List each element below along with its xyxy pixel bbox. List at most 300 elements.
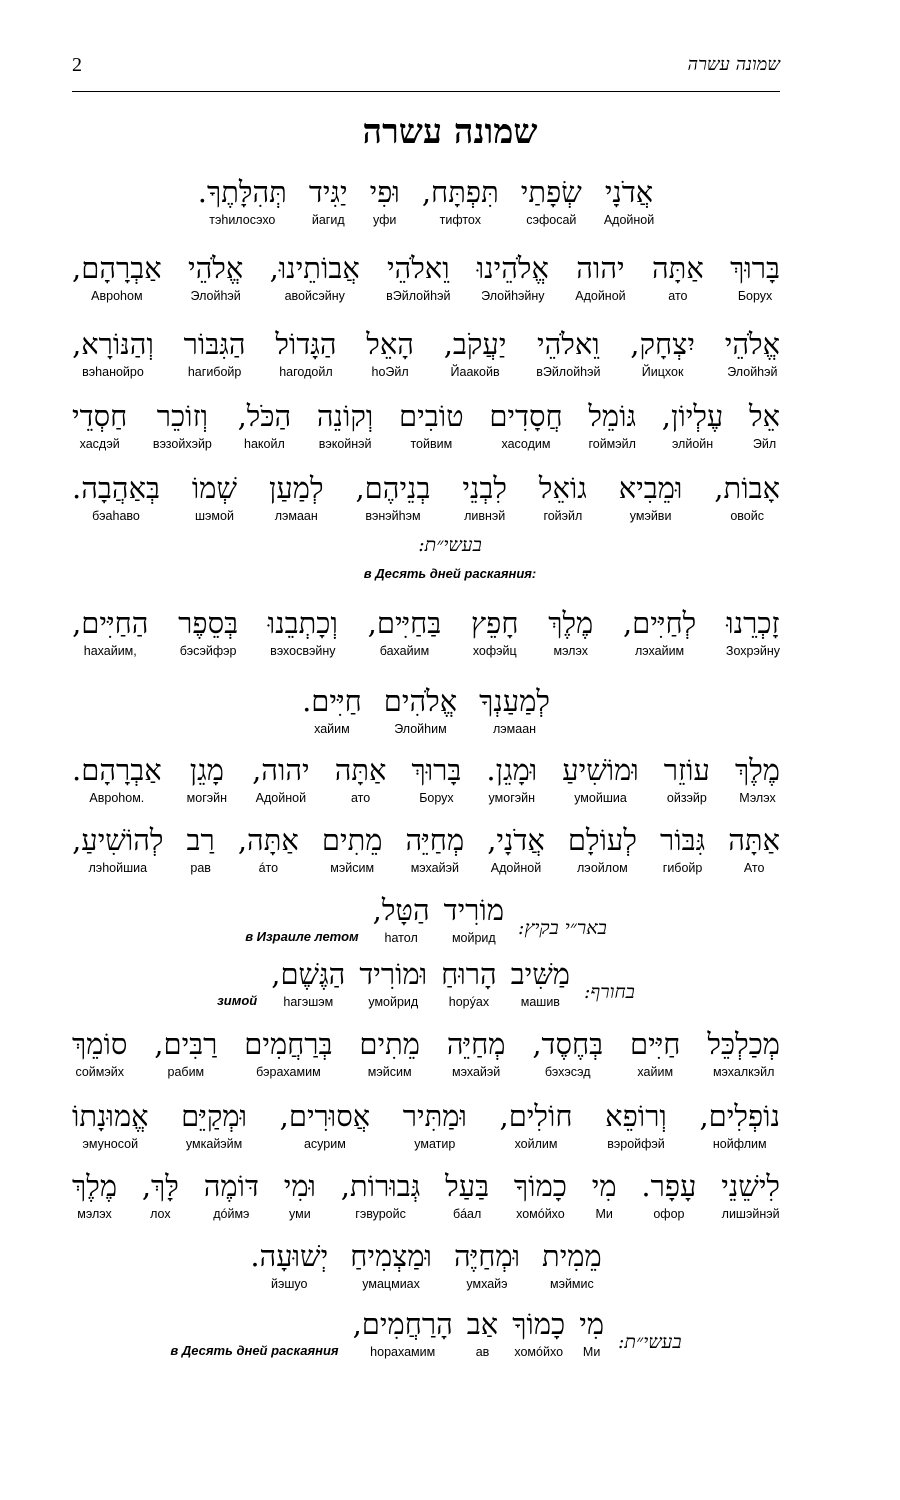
- hebrew-word: מִי: [591, 1169, 617, 1203]
- hebrew-word: שְׂפָתַי: [520, 175, 582, 209]
- page-title: שמונה עשרה: [362, 112, 538, 152]
- transliteration: бэсэйфэр: [179, 644, 237, 658]
- word-pair: [370, 174, 400, 228]
- hebrew-word: חַסְדֵי: [72, 399, 128, 433]
- transliteration: рав: [190, 861, 211, 875]
- word-pair: [444, 326, 507, 380]
- hebrew-word: אַב: [466, 1307, 499, 1341]
- hebrew-word: דּוֹמֶה: [203, 1169, 259, 1203]
- word-pair: [728, 822, 780, 876]
- transliteration: hоЭйл: [371, 365, 409, 379]
- transliteration: могэйн: [186, 791, 228, 805]
- hebrew-word: מֵתִים: [321, 823, 383, 857]
- hebrew-word: אֲדֹנָי: [604, 175, 654, 209]
- transliteration: мэлэх: [77, 1207, 112, 1221]
- word-pair: [72, 326, 154, 380]
- transliteration: нойфлим: [712, 1137, 767, 1151]
- hebrew-word: וּמִי: [283, 1169, 316, 1203]
- transliteration: тифтох: [439, 213, 481, 227]
- season-label: בחורף:: [584, 981, 635, 1003]
- word-pair: [309, 174, 348, 228]
- prayer-line: [72, 605, 780, 659]
- word-pair: [353, 1306, 453, 1360]
- transliteration: Эйл: [752, 437, 777, 451]
- word-pair: [72, 250, 162, 304]
- hebrew-word: וּמוֹרִיד: [359, 957, 428, 991]
- hebrew-word: לְחַיִּים,: [622, 606, 697, 640]
- word-pair: [269, 470, 324, 524]
- hebrew-word: יִצְחָק,: [630, 327, 695, 361]
- transliteration: hагибойр: [187, 365, 242, 379]
- transliteration: мэхайэй: [452, 1065, 501, 1079]
- transliteration: сэфосай: [526, 213, 577, 227]
- hebrew-word: עָפָר.: [641, 1169, 697, 1203]
- word-pair: [652, 250, 704, 304]
- hebrew-word: תְּהִלָּתֶךָ.: [197, 175, 287, 209]
- transliteration: тэhилосэхо: [209, 213, 276, 227]
- word-pair: [252, 752, 310, 806]
- hebrew-word: שְׁמוֹ: [191, 471, 238, 505]
- prayer-line: [72, 822, 780, 876]
- hebrew-word: וְזוֹכֵר: [156, 399, 209, 433]
- word-pair: [204, 1168, 259, 1222]
- ten-days-insert: [72, 1306, 780, 1360]
- word-pair: [72, 470, 160, 524]
- hebrew-word: וּמְקַיֵּם: [181, 1099, 248, 1133]
- transliteration: умэйви: [629, 509, 672, 523]
- hebrew-word: בָּרוּךְ: [730, 251, 780, 285]
- hebrew-word: רַב: [186, 823, 215, 857]
- word-pair: [536, 326, 600, 380]
- word-pair: [317, 398, 373, 452]
- word-pair: [72, 752, 162, 806]
- hebrew-word: וְרוֹפֵא: [605, 1099, 667, 1133]
- word-pair: [411, 752, 461, 806]
- word-pair: [511, 956, 570, 1010]
- word-pair: [238, 822, 299, 876]
- word-pair: [359, 1026, 420, 1080]
- hebrew-word: וּמַצְמִיחַ: [350, 1239, 432, 1273]
- word-pair: [592, 1168, 617, 1222]
- word-pair: [462, 470, 507, 524]
- transliteration: хайим: [637, 1065, 674, 1079]
- prayer-line: [72, 250, 780, 304]
- word-pair: [579, 1306, 604, 1360]
- transliteration: hорýах: [448, 995, 490, 1009]
- running-title: שמונה עשרה: [687, 54, 780, 75]
- transliteration: Ато: [743, 861, 765, 875]
- word-pair: [335, 752, 387, 806]
- hebrew-word: לִבְנֵי: [462, 471, 507, 505]
- transliteration: уматир: [414, 1137, 456, 1151]
- season-label: באר״י בקיץ:: [518, 917, 607, 939]
- word-pair: [192, 470, 237, 524]
- hebrew-word: וּמְחַיֶּה: [453, 1239, 521, 1273]
- transliteration: авойсэйну: [284, 289, 345, 303]
- word-pair: [512, 1306, 565, 1360]
- hebrew-word: אֵל: [749, 399, 780, 433]
- word-pair: [268, 605, 338, 659]
- hebrew-word: בָּרוּךְ: [411, 753, 462, 787]
- transliteration: умойшиа: [574, 791, 627, 805]
- word-pair: [445, 1168, 489, 1222]
- word-pair: [368, 605, 442, 659]
- hebrew-word: חוֹלִים,: [499, 1099, 573, 1133]
- transliteration: асурим: [303, 1137, 346, 1151]
- hebrew-word: חָפֵץ: [471, 606, 519, 640]
- transliteration: вэхосвэйну: [270, 644, 336, 658]
- transliteration: Элойhэй: [727, 365, 778, 379]
- transliteration: ойзэйр: [666, 791, 707, 805]
- transliteration: ато: [668, 289, 688, 303]
- transliteration: лэмаан: [274, 509, 318, 523]
- hebrew-word: אֲסוּרִים,: [279, 1099, 371, 1133]
- transliteration: мэхалкэйл: [712, 1065, 775, 1079]
- word-pair: [699, 1098, 780, 1152]
- word-pair: [422, 174, 499, 228]
- prayer-line: [72, 683, 780, 737]
- word-pair: [406, 822, 465, 876]
- hebrew-word: מָגֵן: [189, 753, 224, 787]
- hebrew-word: מְכַלְכֵּל: [707, 1027, 780, 1061]
- word-pair: [568, 822, 637, 876]
- hebrew-word: אָבוֹת,: [714, 471, 780, 505]
- hebrew-word: חַיִּים.: [302, 684, 362, 718]
- transliteration: соймэйх: [75, 1065, 124, 1079]
- hebrew-word: הַגִּבּוֹר: [183, 327, 246, 361]
- transliteration: лишэйнэй: [721, 1207, 780, 1221]
- transliteration: hахайим,: [83, 644, 137, 658]
- hebrew-word: גְּבוּרוֹת,: [340, 1169, 421, 1203]
- transliteration: Авроhом: [91, 289, 143, 303]
- hebrew-word: מֶלֶךְ: [548, 606, 594, 640]
- transliteration: мойрид: [451, 931, 496, 945]
- word-pair: [542, 1238, 602, 1292]
- word-pair: [72, 1098, 149, 1152]
- transliteration: ливнэй: [464, 509, 506, 523]
- transliteration: тойвим: [410, 437, 453, 451]
- transliteration: лэойлом: [577, 861, 628, 875]
- ten-days-label-russian: в Десять дней раскаяния:: [363, 566, 537, 581]
- transliteration: хасдэй: [79, 437, 120, 451]
- word-pair: [735, 752, 780, 806]
- prayer-line: [72, 174, 780, 228]
- word-pair: [280, 1098, 370, 1152]
- transliteration: гойэйл: [543, 509, 583, 523]
- transliteration: гибойр: [662, 861, 703, 875]
- transliteration: уми: [289, 1207, 311, 1221]
- word-pair: [181, 1098, 247, 1152]
- hebrew-word: עוֹזֵר: [663, 753, 710, 787]
- hebrew-word: יְשׁוּעָה.: [250, 1239, 329, 1273]
- transliteration: ав: [475, 1345, 490, 1359]
- transliteration: гоймэйл: [588, 437, 636, 451]
- transliteration: офор: [653, 1207, 685, 1221]
- word-pair: [270, 250, 360, 304]
- word-pair: [72, 1026, 127, 1080]
- hebrew-word: מֵמִית: [542, 1239, 602, 1273]
- prayer-line: [72, 1168, 780, 1222]
- transliteration: эмуносой: [82, 1137, 139, 1151]
- hebrew-word: וּמָגֵן.: [486, 753, 538, 787]
- transliteration: бэрахамим: [256, 1065, 321, 1079]
- transliteration: Йаакойв: [450, 365, 500, 379]
- hebrew-word: בְּאַהֲבָה.: [72, 471, 160, 505]
- word-pair: [284, 1168, 316, 1222]
- transliteration: Борух: [737, 289, 773, 303]
- hebrew-word: הָרוּחַ: [441, 957, 497, 991]
- transliteration: умкайэйм: [185, 1137, 243, 1151]
- hebrew-word: מְחַיֵּה: [405, 823, 465, 857]
- word-pair: [714, 470, 780, 524]
- transliteration: рабим: [167, 1065, 205, 1079]
- transliteration: hорахамим: [370, 1345, 436, 1359]
- word-pair: [188, 250, 243, 304]
- transliteration: мэймис: [549, 1277, 594, 1291]
- hebrew-word: מֵתִים: [359, 1027, 420, 1061]
- hebrew-word: מַשִּׁיב: [510, 957, 570, 991]
- word-pair: [630, 326, 695, 380]
- word-pair: [489, 398, 562, 452]
- word-pair: [532, 1026, 603, 1080]
- word-pair: [487, 822, 545, 876]
- transliteration: hатол: [384, 931, 418, 945]
- transliteration: ато: [350, 791, 371, 805]
- word-pair: [198, 174, 287, 228]
- hebrew-word: אַתָּה: [334, 753, 387, 787]
- season-label: בעשי״ת:: [618, 1331, 682, 1353]
- transliteration: умхайэ: [466, 1277, 508, 1291]
- transliteration: йагид: [311, 213, 345, 227]
- hebrew-word: אַתָּה: [728, 823, 780, 857]
- hebrew-word: לְמַעַן: [268, 471, 324, 505]
- hebrew-word: אֱלֹהֵי: [188, 251, 244, 285]
- season-label-russian: в Израиле летом: [245, 929, 359, 944]
- word-pair: [154, 1026, 217, 1080]
- word-pair: [386, 250, 450, 304]
- hebrew-word: בַּחַיִּים,: [367, 606, 442, 640]
- transliteration: мэлэх: [553, 644, 588, 658]
- prayer-line: [72, 398, 780, 452]
- word-pair: [662, 398, 724, 452]
- transliteration: бахайим: [379, 644, 430, 658]
- transliteration: хойлим: [514, 1137, 558, 1151]
- transliteration: мэхайэй: [410, 861, 459, 875]
- transliteration: Элойhэйну: [481, 289, 545, 303]
- hebrew-word: הַחַיִּים,: [72, 606, 149, 640]
- hebrew-word: בַּעַל: [445, 1169, 490, 1203]
- transliteration: гэвуройс: [355, 1207, 406, 1221]
- word-pair: [539, 470, 587, 524]
- word-pair: [302, 683, 362, 737]
- hebrew-word: הַטָּל,: [372, 893, 430, 927]
- page-number: 2: [72, 54, 82, 76]
- hebrew-word: גִּבּוֹר: [659, 823, 706, 857]
- hebrew-word: אֱלֹהֵי: [724, 327, 780, 361]
- word-pair: [238, 398, 292, 452]
- word-pair: [355, 470, 430, 524]
- word-pair: [72, 605, 148, 659]
- hebrew-word: סוֹמֵךְ: [72, 1027, 128, 1061]
- word-pair: [604, 174, 654, 228]
- hebrew-word: בְנֵיהֶם,: [355, 471, 431, 505]
- hebrew-word: וְכָתְבֵנוּ: [267, 606, 338, 640]
- hebrew-word: וְקוֹנֵה: [316, 399, 374, 433]
- word-pair: [271, 956, 345, 1010]
- word-pair: [403, 1098, 467, 1152]
- hebrew-word: טוֹבִים: [399, 399, 464, 433]
- transliteration: уфи: [373, 213, 397, 227]
- season-label-russian: в Десять дней раскаяния: [170, 1343, 339, 1358]
- ten-days-label-hebrew: בעשי״ת:: [418, 534, 482, 556]
- transliteration: вэнэйhэм: [365, 509, 421, 523]
- transliteration: хофэйц: [472, 644, 517, 658]
- word-pair: [184, 326, 246, 380]
- hebrew-word: מוֹרִיד: [443, 893, 505, 927]
- hebrew-word: בְּחֶסֶד,: [532, 1027, 604, 1061]
- word-pair: [630, 1026, 680, 1080]
- word-pair: [562, 752, 639, 806]
- transliteration: умогэйн: [488, 791, 536, 805]
- word-pair: [725, 326, 780, 380]
- word-pair: [575, 250, 625, 304]
- word-pair: [486, 752, 537, 806]
- transliteration: Борух: [419, 791, 454, 805]
- hebrew-word: זָכְרֵנוּ: [726, 606, 780, 640]
- transliteration: дóймэ: [213, 1207, 250, 1221]
- word-pair: [521, 174, 582, 228]
- word-pair: [467, 1306, 498, 1360]
- hebrew-word: מִי: [579, 1307, 605, 1341]
- hebrew-word: אַבְרָהָם.: [72, 753, 162, 787]
- hebrew-word: יהוה,: [252, 753, 310, 787]
- transliteration: вэройфэй: [607, 1137, 665, 1151]
- hebrew-word: לְעוֹלָם: [567, 823, 637, 857]
- hebrew-word: הָרַחֲמִים,: [352, 1307, 453, 1341]
- word-pair: [72, 398, 127, 452]
- transliteration: Элойhим: [394, 722, 447, 736]
- hebrew-word: יַעֲקֹב,: [443, 327, 507, 361]
- transliteration: элйойн: [671, 437, 714, 451]
- transliteration: мэйсим: [330, 861, 375, 875]
- word-pair: [477, 250, 549, 304]
- word-pair: [384, 683, 457, 737]
- word-pair: [471, 605, 518, 659]
- hebrew-word: לָּךְ,: [141, 1169, 179, 1203]
- word-pair: [359, 956, 427, 1010]
- transliteration: Мэлэх: [739, 791, 776, 805]
- hebrew-word: רַבִּים,: [154, 1027, 218, 1061]
- word-pair: [749, 398, 780, 452]
- page-header: [72, 48, 780, 92]
- transliteration: лэхайим: [635, 644, 685, 658]
- transliteration: хасодим: [501, 437, 551, 451]
- hebrew-word: יהוה: [576, 251, 625, 285]
- hebrew-word: הַגָּדוֹל: [275, 327, 337, 361]
- word-pair: [72, 822, 163, 876]
- word-pair: [373, 892, 430, 946]
- transliteration: вэhанойро: [82, 365, 144, 379]
- header-divider: [72, 91, 780, 92]
- hebrew-word: אֱלֹהֵינוּ: [476, 251, 549, 285]
- word-pair: [250, 1238, 328, 1292]
- transliteration: хомóйхо: [514, 1345, 564, 1359]
- transliteration: Элойhэй: [190, 289, 241, 303]
- hebrew-word: הַכֹּל,: [237, 399, 292, 433]
- transliteration: вэзойхэйр: [152, 437, 212, 451]
- transliteration: хайим: [314, 722, 350, 736]
- transliteration: лэмаан: [493, 722, 537, 736]
- word-pair: [514, 1168, 567, 1222]
- hebrew-word: לִישֵׁנֵי: [721, 1169, 780, 1203]
- winter-insert: [72, 956, 780, 1010]
- prayer-line: [72, 752, 780, 806]
- hebrew-word: בְּסֵפֶר: [178, 606, 239, 640]
- transliteration: hагэшэм: [283, 995, 334, 1009]
- word-pair: [548, 605, 593, 659]
- word-pair: [707, 1026, 780, 1080]
- transliteration: Ми: [595, 1207, 613, 1221]
- transliteration: Адойной: [575, 289, 626, 303]
- hebrew-word: מֶלֶךְ: [734, 753, 780, 787]
- hebrew-word: אֲדֹנָי,: [487, 823, 545, 857]
- word-pair: [153, 398, 212, 452]
- word-pair: [726, 605, 780, 659]
- transliteration: Зохрэйну: [725, 644, 780, 658]
- hebrew-word: חֲסָדִים: [489, 399, 563, 433]
- transliteration: вэкойнэй: [318, 437, 372, 451]
- prayer-line: [72, 1098, 780, 1152]
- hebrew-word: כָמוֹךָ: [512, 1307, 566, 1341]
- prayer-line: [72, 1026, 780, 1080]
- hebrew-word: וְהַנּוֹרָא,: [72, 327, 154, 361]
- word-pair: [187, 822, 215, 876]
- word-pair: [322, 822, 383, 876]
- word-pair: [721, 1168, 780, 1222]
- word-pair: [187, 752, 227, 806]
- hebrew-word: וּמוֹשִׁיעַ: [562, 753, 639, 787]
- hebrew-word: וֵאלֹהֵי: [386, 251, 450, 285]
- word-pair: [366, 326, 414, 380]
- transliteration: шэмой: [195, 509, 234, 523]
- word-pair: [447, 1026, 506, 1080]
- word-pair: [588, 398, 636, 452]
- hebrew-word: וֵאלֹהֵי: [537, 327, 600, 361]
- word-pair: [619, 470, 683, 524]
- transliteration: hакойл: [244, 437, 285, 451]
- hebrew-word: נוֹפְלִים,: [699, 1099, 780, 1133]
- transliteration: вЭйлойhэй: [386, 289, 451, 303]
- transliteration: мэйсим: [367, 1065, 412, 1079]
- hebrew-word: גוֹאֵל: [538, 471, 587, 505]
- hebrew-word: לְמַעַנְךָ: [479, 684, 550, 718]
- word-pair: [605, 1098, 667, 1152]
- summer-insert: [72, 892, 780, 946]
- word-pair: [660, 822, 705, 876]
- transliteration: Авроhом.: [89, 791, 145, 805]
- hebrew-word: בְּרַחֲמִים: [244, 1027, 333, 1061]
- word-pair: [730, 250, 780, 304]
- hebrew-word: חַיִּים: [630, 1027, 681, 1061]
- hebrew-word: וּמֵבִיא: [618, 471, 683, 505]
- transliteration: вЭйлойhэй: [536, 365, 601, 379]
- hebrew-word: כָמוֹךָ: [513, 1169, 567, 1203]
- transliteration: Адойной: [490, 861, 542, 875]
- word-pair: [454, 1238, 520, 1292]
- transliteration: йэшуо: [271, 1277, 308, 1291]
- transliteration: умойрид: [368, 995, 419, 1009]
- transliteration: Ми: [582, 1345, 601, 1359]
